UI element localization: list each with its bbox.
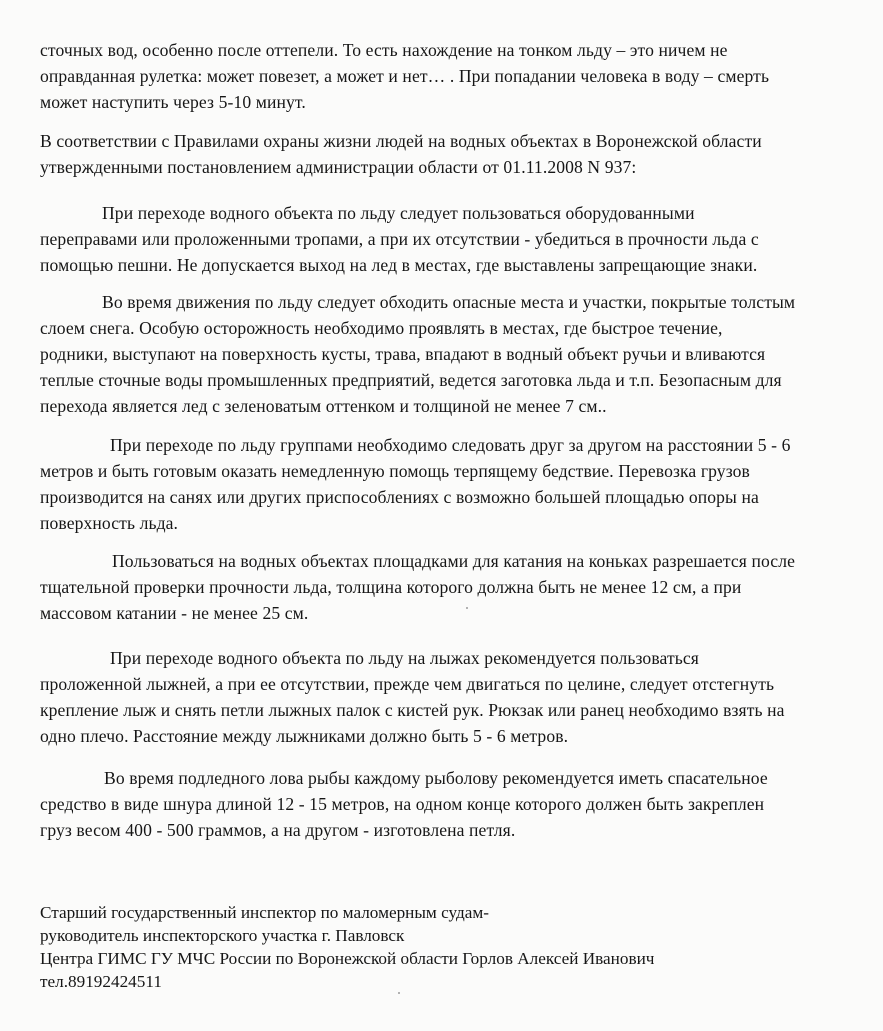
- text-line: проложенной лыжней, а при ее отсутствии, прежде чем двигаться по целине, следует отстегнуть: [40, 674, 775, 694]
- rule-paragraph-movement: [40, 289, 852, 419]
- text-line: тщательной проверки прочности льда, толщина которого должна быть не менее 12 см, а при: [40, 577, 742, 597]
- text-line: утвержденными постановлением администрации области от 01.11.2008 N 937:: [40, 157, 637, 177]
- text-line: метров и быть готовым оказать немедленную помощь терпящему бедствие. Перевозка грузов: [40, 461, 750, 481]
- rule-paragraph-skiing: [40, 645, 852, 749]
- text-line: родники, выступают на поверхность кусты, трава, впадают в водный объект ручьи и вливаются: [40, 344, 766, 364]
- text-line: Пользоваться на водных объектах площадками для катания на коньках разрешается после: [112, 551, 795, 571]
- text-line: поверхность льда.: [40, 513, 179, 533]
- scan-speck: [466, 607, 468, 609]
- signature-line: Старший государственный инспектор по маломерным судам-: [40, 903, 489, 922]
- text-line: В соответствии с Правилами охраны жизни людей на водных объектах в Воронежской области: [40, 131, 762, 151]
- signature-line: Центра ГИМС ГУ МЧС России по Воронежской области Горлов Алексей Иванович: [40, 949, 655, 968]
- text-line: Во время движения по льду следует обходить опасные места и участки, покрытые толстым: [102, 292, 796, 312]
- scan-speck: [398, 992, 400, 994]
- signature-line: руководитель инспекторского участка г. Павловск: [40, 926, 405, 945]
- text-line: теплые сточные воды промышленных предприятий, ведется заготовка льда и т.п. Безопасным для: [40, 370, 782, 390]
- signature-block: [40, 901, 852, 993]
- rule-paragraph-groups: [40, 432, 852, 536]
- rule-paragraph-fishing: [40, 765, 852, 843]
- text-line: крепление лыж и снять петли лыжных палок с кистей рук. Рюкзак или ранец необходимо взять на: [40, 700, 785, 720]
- intro-paragraph: [40, 37, 852, 115]
- text-line: оправданная рулетка: может повезет, а может и нет… . При попадании человека в воду – смерть: [40, 66, 770, 86]
- text-line: сточных вод, особенно после оттепели. То есть нахождение на тонком льду – это ничем не: [40, 40, 728, 60]
- text-line: помощью пешни. Не допускается выход на лед в местах, где выставлены запрещающие знаки.: [40, 255, 758, 275]
- text-line: массовом катании - не менее 25 см.: [40, 603, 309, 623]
- rule-paragraph-skating: [40, 548, 852, 626]
- text-line: производится на санях или других приспособлениях с возможно большей площадью опоры на: [40, 487, 759, 507]
- rules-reference-paragraph: [40, 128, 852, 180]
- text-line: Во время подледного лова рыбы каждому рыболову рекомендуется иметь спасательное: [104, 768, 768, 788]
- text-line: перехода является лед с зеленоватым оттенком и толщиной не менее 7 см..: [40, 396, 607, 416]
- text-line: средство в виде шнура длиной 12 - 15 метров, на одном конце которого должен быть закреплен: [40, 794, 765, 814]
- signature-line: тел.89192424511: [40, 972, 162, 991]
- text-line: груз весом 400 - 500 граммов, а на другом - изготовлена петля.: [40, 820, 516, 840]
- text-line: переправами или проложенными тропами, а при их отсутствии - убедиться в прочности льда с: [40, 229, 759, 249]
- text-line: При переходе водного объекта по льду следует пользоваться оборудованными: [102, 203, 695, 223]
- text-line: одно плечо. Расстояние между лыжниками должно быть 5 - 6 метров.: [40, 726, 569, 746]
- text-line: При переходе по льду группами необходимо следовать друг за другом на расстоянии 5 - 6: [110, 435, 791, 455]
- text-line: При переходе водного объекта по льду на лыжах рекомендуется пользоваться: [110, 648, 699, 668]
- text-line: может наступить через 5-10 минут.: [40, 92, 306, 112]
- text-line: слоем снега. Особую осторожность необходимо проявлять в местах, где быстрое течение,: [40, 318, 723, 338]
- rule-paragraph-crossing: [40, 200, 852, 278]
